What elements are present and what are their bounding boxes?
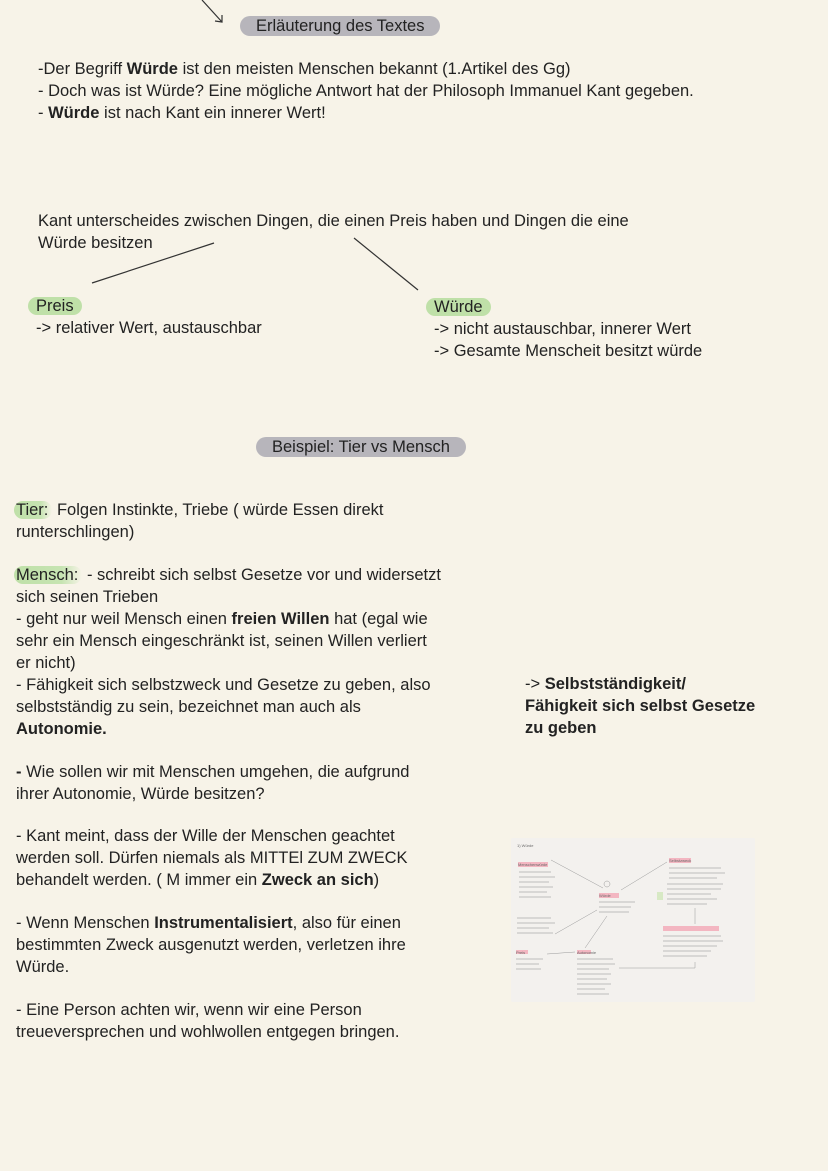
question-line-2: ihrer Autonomie, Würde besitzen? xyxy=(16,785,265,803)
instrumentalisiert-line-1: - Wenn Menschen Instrumentalisiert, also für einen xyxy=(16,914,401,932)
wuerde-desc-2: -> Gesamte Menscheit besitzt würde xyxy=(434,342,703,360)
mindmap-node-selbstzweck: Selbstzweck xyxy=(669,858,692,863)
mindmap-node-autonomie: Autonomie xyxy=(577,950,597,955)
mindmap-node-menschenwuerde: Menschenwürde xyxy=(518,862,548,867)
mindmap-node-wuerde: Würde xyxy=(599,893,611,898)
achten-line-2: treueversprechen und wohlwollen entgegen bringen. xyxy=(16,1023,400,1041)
side-note-3: zu geben xyxy=(525,719,597,737)
mensch-line-1: Mensch: - schreibt sich selbst Gesetze vor und widersetzt xyxy=(16,566,441,584)
mensch-line-4: sehr ein Mensch eingeschränkt ist, seinen Willen verliert xyxy=(16,632,427,650)
kant-wille-line-2: werden soll. Dürfen niemals als MITTEl ZUM ZWECK xyxy=(16,849,408,867)
wuerde-label: Würde xyxy=(426,296,491,318)
intro-line-1: -Der Begriff Würde ist den meisten Menschen bekannt (1.Artikel des Gg) xyxy=(38,60,571,78)
preis-label: Preis xyxy=(28,295,82,317)
tier-line-2: runterschlingen) xyxy=(16,523,135,541)
preis-description: -> relativer Wert, austauschbar xyxy=(36,319,262,337)
section-title-beispiel: Beispiel: Tier vs Mensch xyxy=(256,436,466,458)
wuerde-connector xyxy=(354,238,418,290)
mensch-line-2: sich seinen Trieben xyxy=(16,588,159,606)
intro-line-3: - Würde ist nach Kant ein innerer Wert! xyxy=(38,104,326,122)
wuerde-desc-1: -> nicht austauschbar, innerer Wert xyxy=(434,320,691,338)
mensch-line-5: er nicht) xyxy=(16,654,76,672)
instrumentalisiert-line-3: Würde. xyxy=(16,958,70,976)
side-note-1: -> Selbstständigkeit/ xyxy=(525,675,686,693)
kant-line-2: Würde besitzen xyxy=(38,234,153,252)
intro-line-2: - Doch was ist Würde? Eine mögliche Antwort hat der Philosoph Immanuel Kant gegeben. xyxy=(38,82,694,100)
mensch-line-7: selbstständig zu sein, bezeichnet man auch als xyxy=(16,698,361,716)
tier-line-1: Tier: Folgen Instinkte, Triebe ( würde Essen direkt xyxy=(16,501,384,519)
instrumentalisiert-line-2: bestimmten Zweck ausgenutzt werden, verletzen ihre xyxy=(16,936,406,954)
kant-wille-line-1: - Kant meint, dass der Wille der Menschen geachtet xyxy=(16,827,395,845)
mindmap-sketch xyxy=(511,838,755,1002)
section-title-erlaeuterung: Erläuterung des Textes xyxy=(240,15,440,37)
mensch-line-6: - Fähigkeit sich selbstzweck und Gesetze zu geben, also xyxy=(16,676,431,694)
question-line-1: - Wie sollen wir mit Menschen umgehen, die aufgrund xyxy=(16,763,410,781)
mindmap-thumbnail xyxy=(511,838,755,1002)
achten-line-1: - Eine Person achten wir, wenn wir eine Person xyxy=(16,1001,362,1019)
kant-wille-line-3: behandelt werden. ( M immer ein Zweck an sich) xyxy=(16,871,380,889)
kant-line-1: Kant unterscheides zwischen Dingen, die einen Preis haben und Dingen die eine xyxy=(38,212,629,230)
mindmap-title: 1) Würde xyxy=(517,843,534,848)
mensch-line-8: Autonomie. xyxy=(16,720,107,738)
top-arrow-line xyxy=(202,0,222,22)
side-note-2: Fähigkeit sich selbst Gesetze xyxy=(525,697,756,715)
mensch-line-3: - geht nur weil Mensch einen freien Willen hat (egal wie xyxy=(16,610,428,628)
mindmap-node-preis: Preis xyxy=(516,950,526,955)
